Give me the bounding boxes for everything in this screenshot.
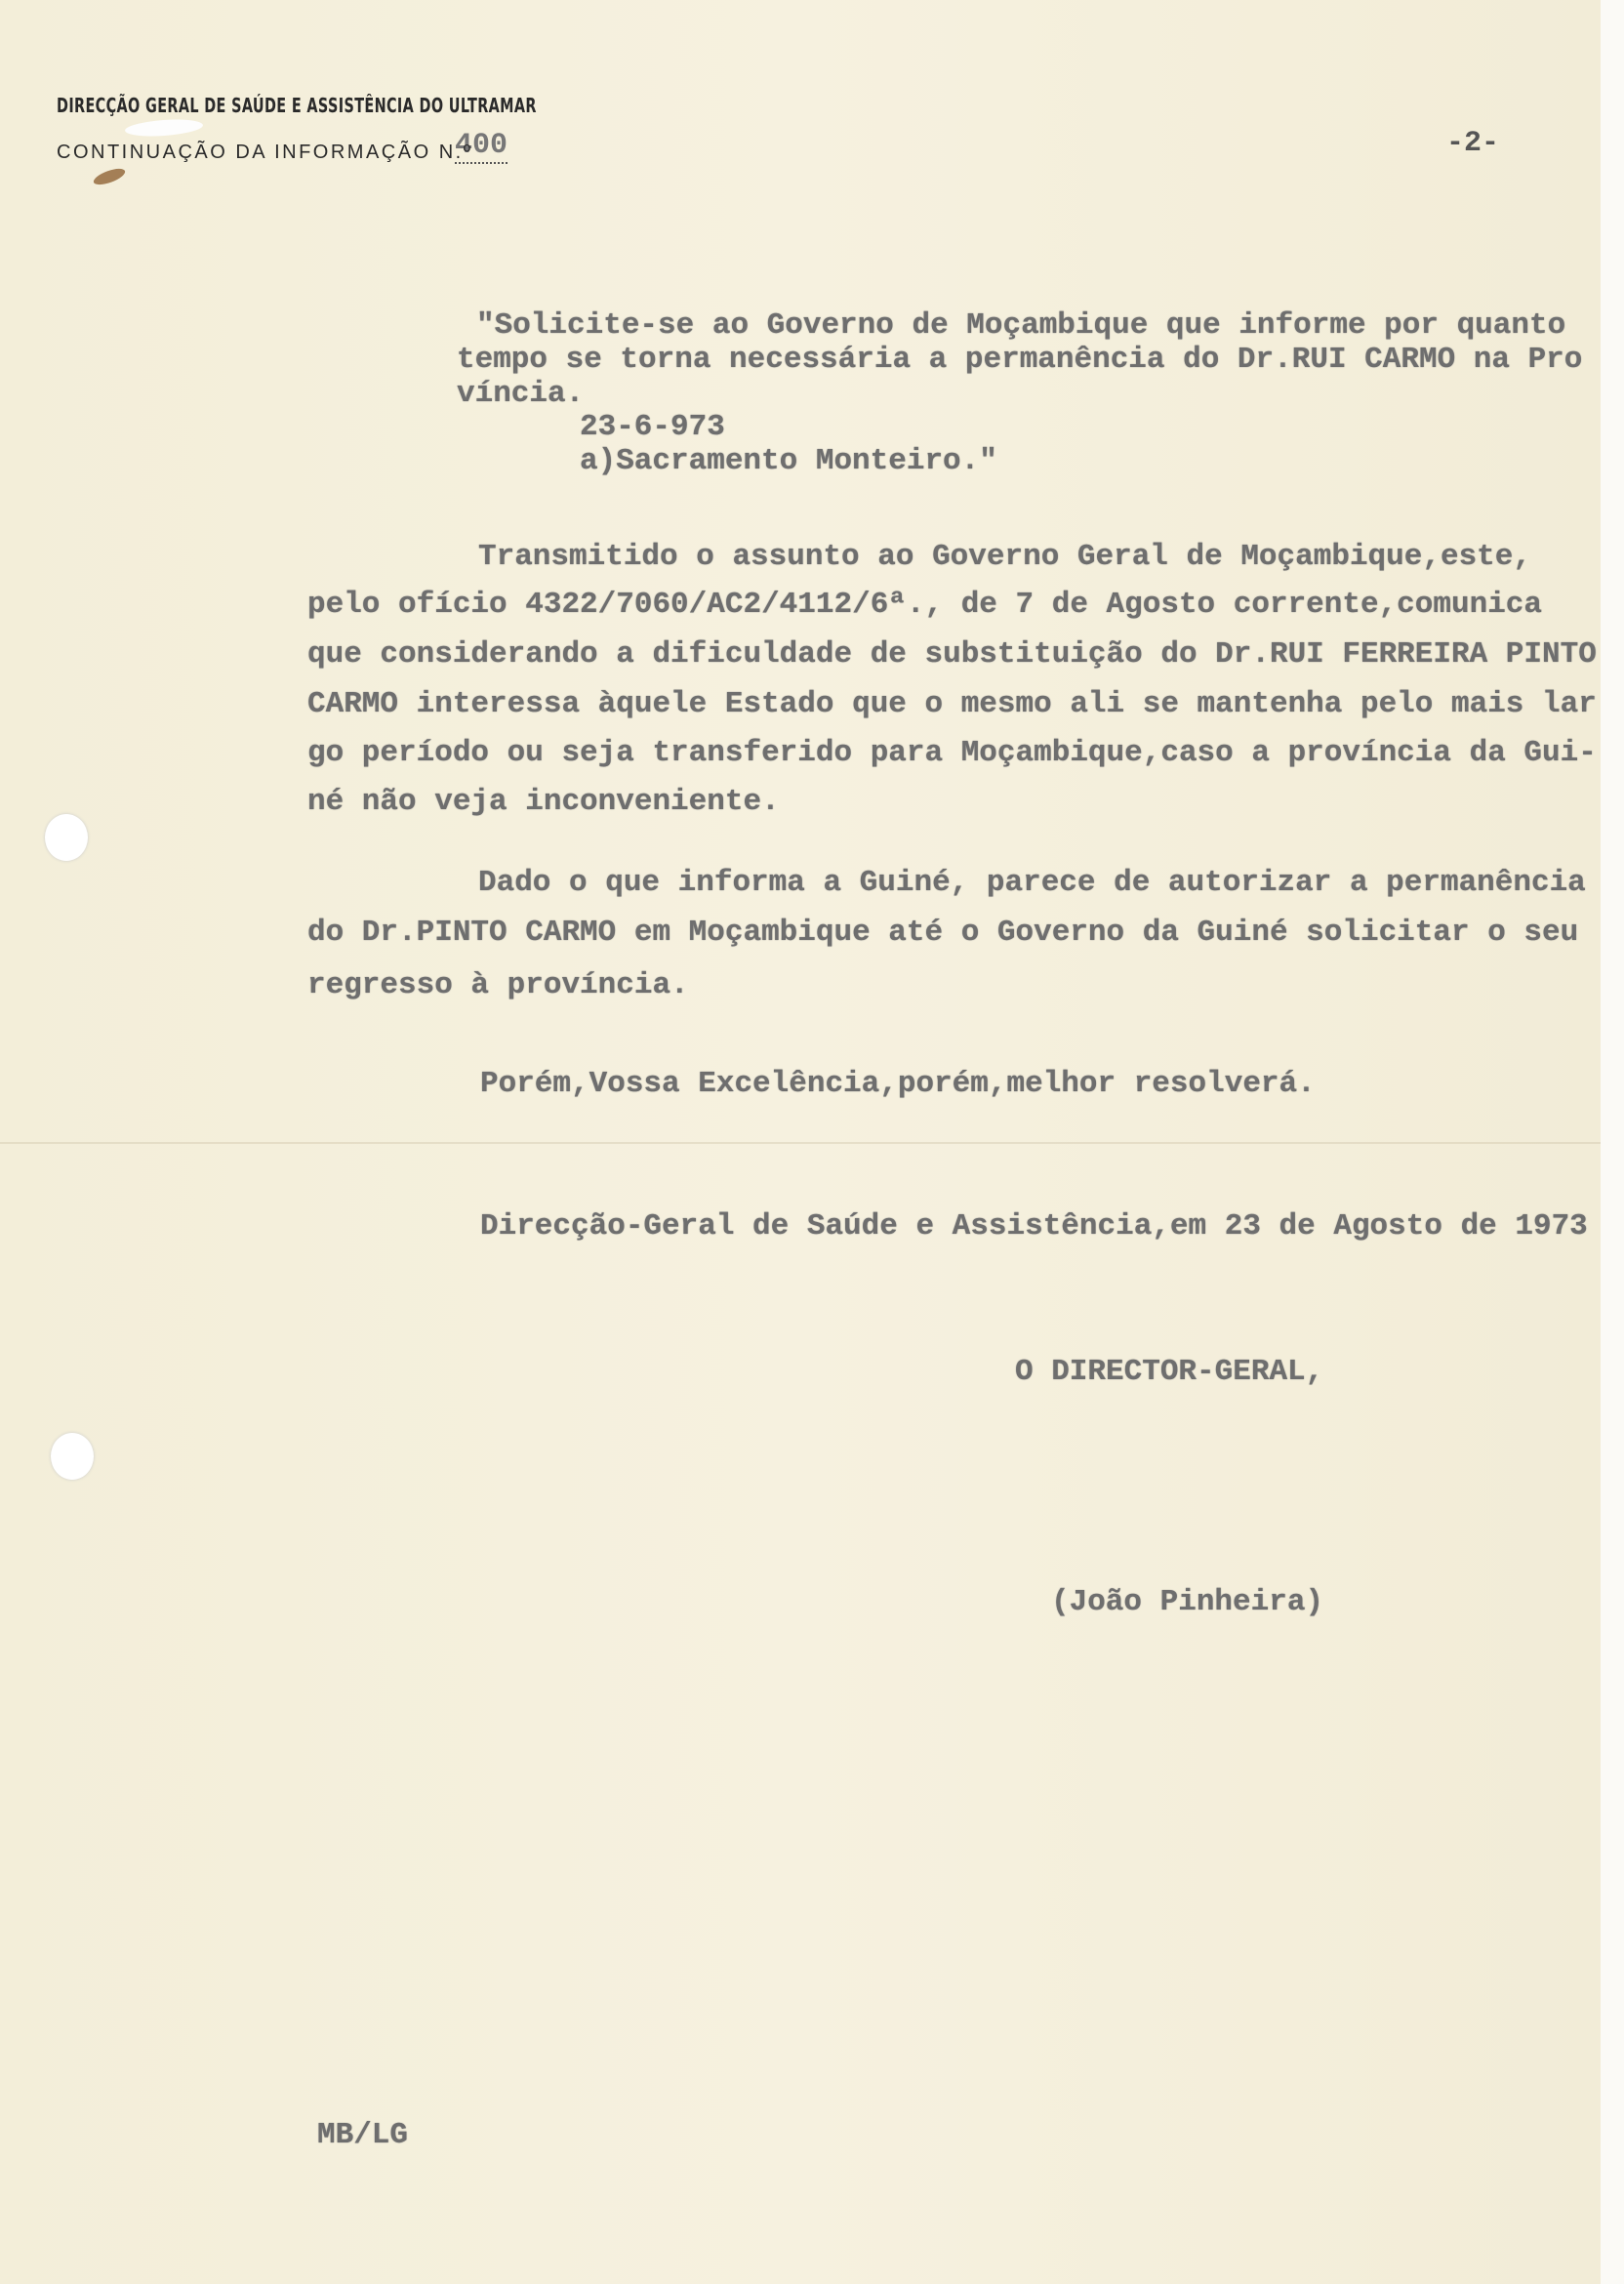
paragraph-line: do Dr.PINTO CARMO em Moçambique até o Governo da Guiné solicitar o seu — [307, 916, 1579, 950]
closing-line: Porém,Vossa Excelência,porém,melhor resolverá. — [480, 1067, 1316, 1101]
paper-tear — [125, 117, 204, 139]
continuation-label: CONTINUAÇÃO DA INFORMAÇÃO N.º — [57, 142, 473, 163]
paragraph-line: go período ou seja transferido para Moçambique,caso a província da Gui- — [307, 736, 1597, 770]
paragraph-line: pelo ofício 4322/7060/AC2/4112/6ª., de 7 de Agosto corrente,comunica — [307, 588, 1543, 622]
fold-line — [0, 1142, 1601, 1144]
paragraph-line: que considerando a dificuldade de substituição do Dr.RUI FERREIRA PINTO — [307, 637, 1597, 672]
quote-date: 23-6-973 — [580, 410, 725, 444]
institution-header: DIRECÇÃO GERAL DE SAÚDE E ASSISTÊNCIA DO ULTRAMAR — [57, 94, 537, 117]
paragraph-line: né não veja inconveniente. — [307, 785, 780, 819]
quote-line: tempo se torna necessária a permanência do Dr.RUI CARMO na Pro — [457, 343, 1583, 377]
punch-hole — [45, 814, 88, 861]
information-number: 400 — [455, 129, 508, 162]
page-edge — [1601, 0, 1624, 2284]
stain — [92, 166, 127, 188]
signatory-title: O DIRECTOR-GERAL, — [1015, 1355, 1324, 1389]
quote-line: víncia. — [457, 377, 585, 411]
punch-hole — [51, 1433, 94, 1480]
paragraph-line: regresso à província. — [307, 968, 689, 1002]
signatory-name: (João Pinheira) — [1051, 1585, 1324, 1619]
page-number: -2- — [1446, 127, 1500, 160]
place-date: Direcção-Geral de Saúde e Assistência,em 23 de Agosto de 1973 — [480, 1209, 1588, 1244]
initials: MB/LG — [317, 2118, 409, 2152]
paragraph-line: Transmitido o assunto ao Governo Geral de Moçambique,este, — [478, 540, 1531, 574]
paragraph-line: Dado o que informa a Guiné, parece de autorizar a permanência — [478, 866, 1586, 900]
quote-line: "Solicite-se ao Governo de Moçambique que informe por quanto — [476, 308, 1566, 343]
quote-signature: a)Sacramento Monteiro." — [580, 444, 997, 478]
paragraph-line: CARMO interessa àquele Estado que o mesmo ali se mantenha pelo mais lar — [307, 687, 1597, 721]
